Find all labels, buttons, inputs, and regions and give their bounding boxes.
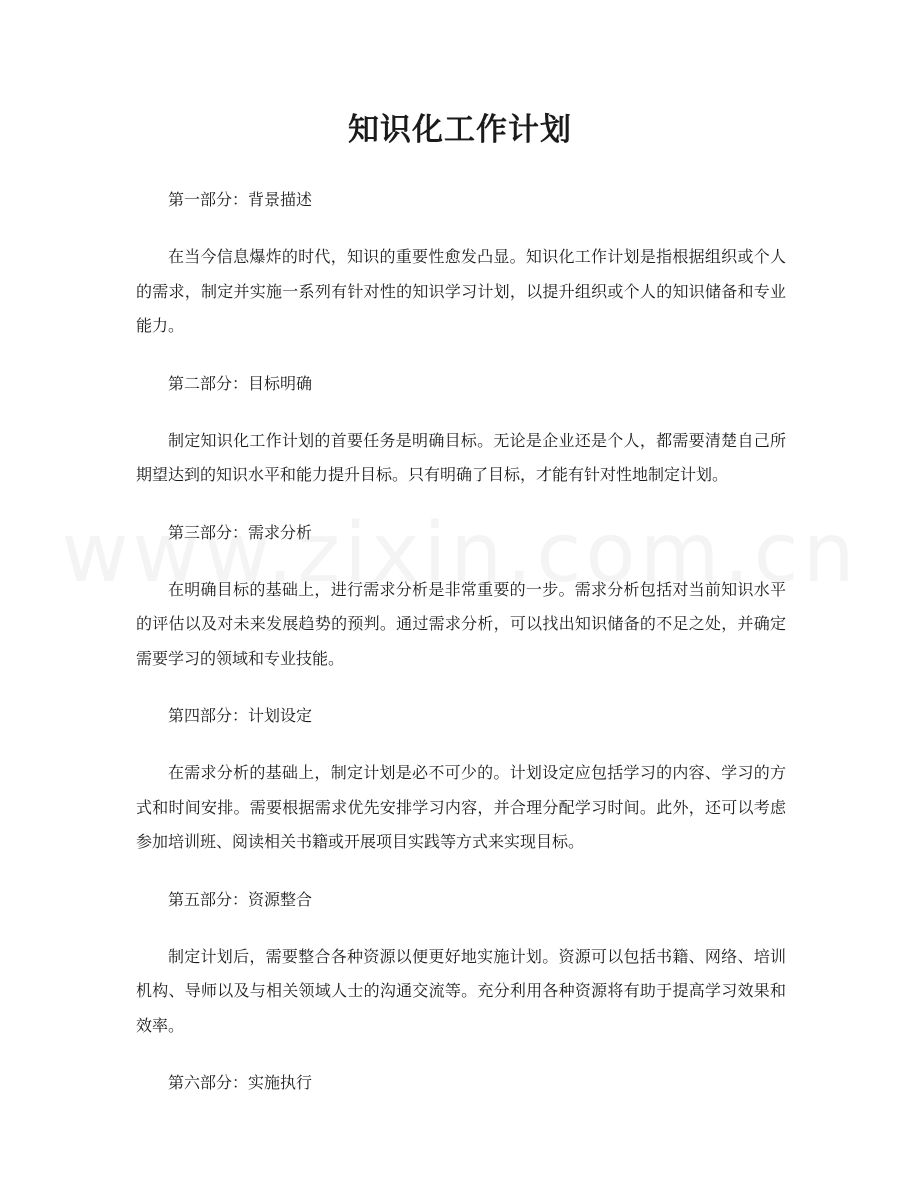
section-heading-5: 第五部分：资源整合 xyxy=(168,889,313,909)
section-paragraph-2: 制定知识化工作计划的首要任务是明确目标。无论是企业还是个人，都需要清楚自己所期望达到的知识水平和能力提升目标。只有明确了目标，才能有针对性地制定计划。 xyxy=(136,430,786,484)
section-paragraph-5: 制定计划后，需要整合各种资源以便更好地实施计划。资源可以包括书籍、网络、培训机构、导师以及与相关领域人士的沟通交流等。充分利用各种资源将有助于提高学习效果和效率。 xyxy=(136,946,786,1035)
document-body xyxy=(136,184,786,1123)
section-paragraph-1: 在当今信息爆炸的时代，知识的重要性愈发凸显。知识化工作计划是指根据组织或个人的需求，制定并实施一系列有针对性的知识学习计划，以提升组织或个人的知识储备和专业能力。 xyxy=(136,247,786,335)
section-paragraph-3: 在明确目标的基础上，进行需求分析是非常重要的一步。需求分析包括对当前知识水平的评估以及对未来发展趋势的预判。通过需求分析，可以找出知识储备的不足之处，并确定需要学习的领域和专业技能。 xyxy=(136,579,786,668)
document-title: 知识化工作计划 xyxy=(348,112,572,148)
section-heading-6: 第六部分：实施执行 xyxy=(168,1073,313,1092)
section-paragraph-4: 在需求分析的基础上，制定计划是必不可少的。计划设定应包括学习的内容、学习的方式和时间安排。需要根据需求优先安排学习内容，并合理分配学习时间。此外，还可以考虑参加培训班、阅读相关书籍或开展项目实践等方式来实现目标。 xyxy=(136,763,786,851)
section-heading-1: 第一部分：背景描述 xyxy=(168,190,313,209)
section-heading-4: 第四部分：计划设定 xyxy=(168,706,313,725)
section-heading-2: 第二部分：目标明确 xyxy=(168,373,313,393)
section-heading-3: 第三部分：需求分析 xyxy=(168,522,313,542)
